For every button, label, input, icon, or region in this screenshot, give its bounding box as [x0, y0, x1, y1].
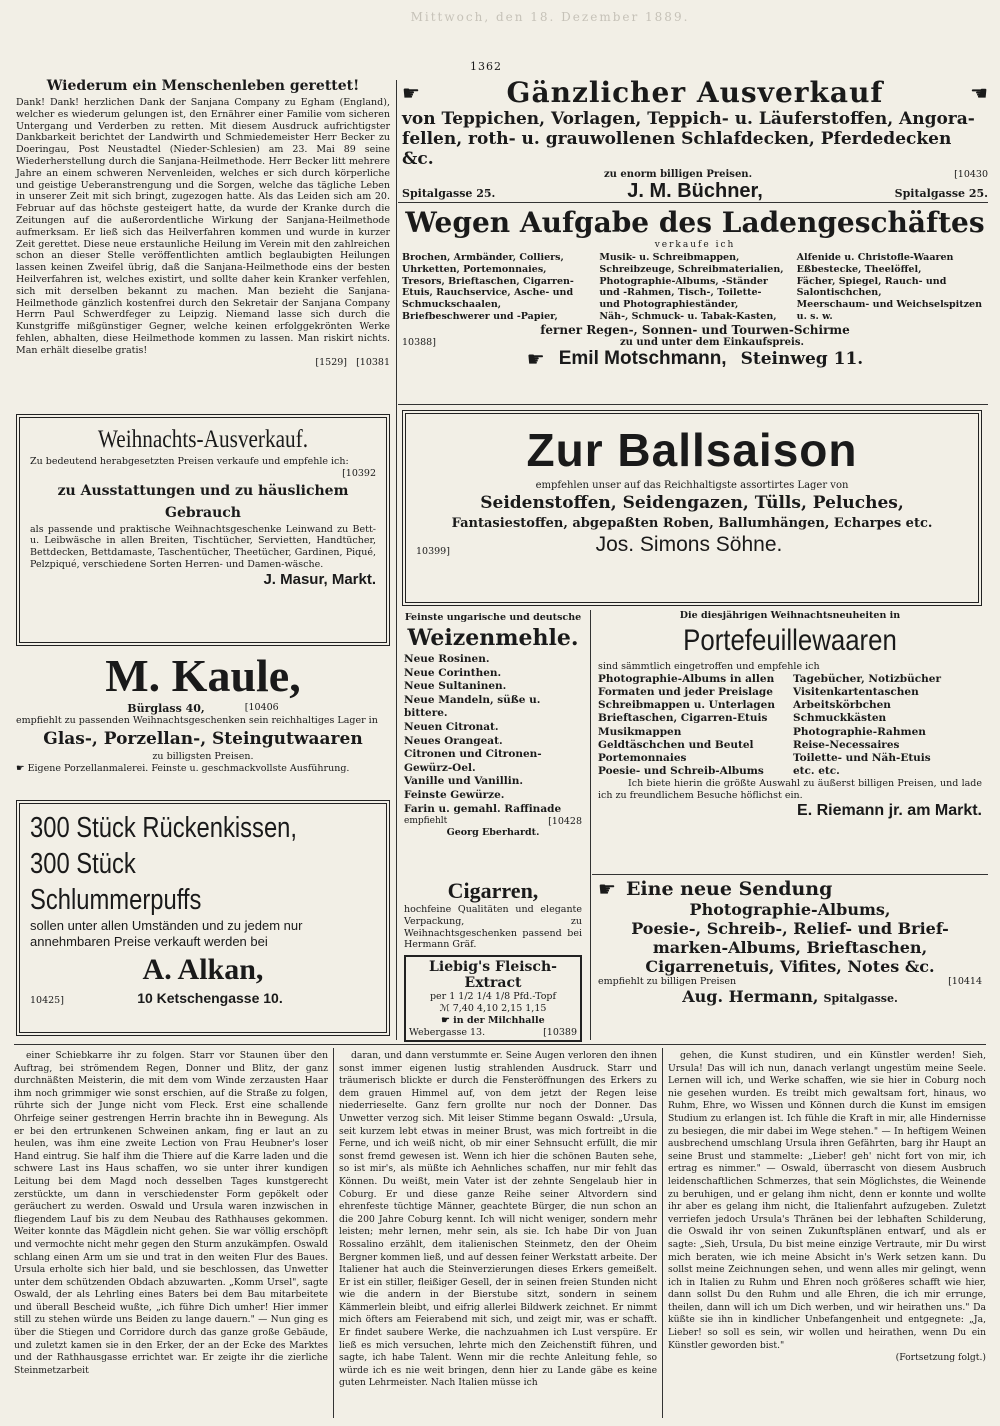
ad-kaule-line4-text: Eigene Porzellanmalerei. Feinste u. geschmackvollste Ausführung.: [27, 762, 350, 774]
ad-aufgabe-line2: zu und unter dem Einkaufspreis.: [619, 336, 804, 348]
street-left: Spitalgasse 25.: [402, 187, 496, 200]
column-rule: [590, 610, 591, 1040]
list-item: Näh-, Schmuck- u. Tabak-Kasten,: [599, 310, 777, 322]
list-item: Formaten und jeder Preislage: [598, 686, 773, 698]
list-item: Reise-Necessaires: [793, 738, 900, 751]
ad-liebig-where-text: in der Milchhalle: [453, 1014, 545, 1026]
list-item: Schmuckkästen: [793, 712, 887, 725]
ad-sendung: [594, 878, 986, 1038]
ad-portefeuille-columns: [598, 673, 982, 779]
ad-weizen-pre: Feinste ungarische und deutsche: [404, 612, 582, 623]
list-item: Musikmappen: [598, 725, 682, 738]
list-item: Brochen, Armbänder, Colliers,: [402, 252, 564, 263]
list-item: Photographie-Albums, -Ständer: [599, 275, 768, 287]
ad-sendung-footer: [598, 987, 982, 1006]
list-item: Eßbestecke, Theelöffel,: [796, 263, 922, 275]
ad-ballsaison-line2: Fantasiestoffen, abgepaßten Roben, Ballumhängen, Echarpes etc.: [451, 516, 933, 531]
list-item: Geldtäschchen und Beutel: [598, 738, 754, 751]
pointing-hand-icon: ☛: [598, 877, 616, 901]
ad-weizenmehl: [400, 612, 586, 844]
list-item: Neue Sultaninen.: [404, 680, 507, 693]
list-item: Neue Corinthen.: [404, 666, 502, 679]
story-column-2: [339, 1050, 657, 1418]
ad-sanjana: [16, 78, 390, 406]
ad-aufgabe-col3: [797, 252, 988, 323]
list-item: Alfenide u. Christofle-Waaren: [796, 252, 954, 263]
section-rule: [14, 1044, 986, 1045]
ad-liebig-where: [409, 1015, 577, 1027]
ad-sendung-line3: marken-Albums, Brieftaschen,: [652, 938, 928, 957]
list-item: Musik- u. Schreibmappen,: [599, 252, 740, 263]
ref-number: [1529]: [315, 356, 347, 368]
merchant-name: J. Masur, Markt.: [263, 570, 376, 588]
merchant-name: Georg Eberhardt.: [446, 827, 540, 839]
street: Webergasse 13.: [409, 1026, 486, 1038]
running-head: Mittwoch, den 18. Dezember 1889.: [410, 10, 690, 24]
ad-kaule-line1: empfiehlt zu passenden Weihnachtsgeschenken sein reichhaltiges Lager in: [16, 715, 378, 726]
street-right: Spitalgasse 25.: [894, 187, 988, 200]
ad-ausverkauf-title: Gänzlicher Ausverkauf: [506, 76, 884, 109]
list-item: Citronen und Citronen-: [404, 748, 542, 761]
ad-aufgabe-col1: [402, 252, 593, 323]
ad-sendung-line5: empfiehlt zu billigen Preisen: [598, 976, 737, 987]
list-item: Neuen Citronat.: [404, 720, 499, 733]
ad-weizen-items: [404, 653, 582, 816]
ad-ballsaison: [402, 410, 982, 606]
list-item: und Photographieständer,: [599, 299, 739, 311]
list-item: Brieftaschen, Cigarren-Etuis: [598, 712, 768, 725]
merchant-name: J. M. Büchner,: [627, 180, 763, 202]
list-item: Arbeitskörbchen: [793, 699, 891, 712]
ad-portefeuille-left: [598, 673, 787, 779]
ad-liebig-title: Liebig's Fleisch-Extract: [429, 959, 557, 992]
ad-portefeuille-offer: Ich biete hierin die größte Auswahl zu äußerst billigen Preisen, und lade ich zu freundlichem Besuche höflichst ein.: [598, 778, 982, 802]
ref-number: 10425]: [30, 995, 64, 1006]
ad-kaule-address: Bürglass 40,: [127, 702, 205, 715]
list-item: Photographie-Rahmen: [793, 725, 926, 738]
ad-sendung-line4: Cigarrenetuis, Vifites, Notes &c.: [645, 957, 935, 976]
list-item: Vanille und Vanillin.: [404, 775, 524, 788]
ad-sanjana-body: Dank! Dank! herzlichen Dank der Sanjana Company zu Egham (England), welcher es wiederum gelungen ist, den Ernährer einer Familie vom sicheren Untergang und Verderben zu retten. Mit diesem Ausdruck aufrichtigster Dankbarkeit berichtet der Landwirth und Schmiedemeister Herr Becker zu Doeringau, Post Neustadtel (Nieder-Schlesien) am 23. Mai 89 seine Wiederherstellung durch die Sanjana-Heilmethode. Herr Becker litt mehrere Jahre an einem schweren Nervenleiden, welches er sich durch körperliche und geistige Ueberanstrengung und die Sorgen, welche das tägliche Leben in unserer Zeit mit sich bringt, zugezogen hatte. Als das Leiden sich am 20. Februar auf das höchste gesteigert hatte, da wurde der Kranke durch die Zeitungen auf die außerordentliche Wirkung der Sanjana-Heilmethode aufmerksam. Er ließ sich das Heilverfahren kommen und wurde in kurzer Zeit gerettet. Diese neue erstaunliche Heilung im Verein mit den zahlreichen schon an dieser Stelle veröffentlichten amtlich beglaubigten Heilungen lassen keinen Zweifel übrig, daß die Sanjana-Heilmethode eins der besten Heilverfahren ist, welches existirt, und sollte daher kein Kranker verfehlen, sich mit derselben bekannt zu machen. Man bezieht die Sanjana-Heilmethode gänzlich kostenfrei durch den Sekretair der Sanjana Company Herrn Paul Schwerdfeger zu Leipzig. Niemand lasse sich durch die Kunstgriffe mißgünstiger Gegner, welche keinen erfolggekrönten Werke fehlen, abhalten, diese Heilmethode kommen zu lassen. Man riskirt nichts. Man erhält dieselbe gratis!: [16, 97, 390, 356]
pointing-hand-icon: ☛: [526, 346, 545, 371]
ad-weihnachts-body: als passende und praktische Weihnachtsgeschenke Leinwand zu Bett- u. Leibwäsche in allen Breiten, Tischtücher, Servietten, Handtücher, Bettdecken, Bettdamaste, Taschentücher, Theetücher, Gardinen, Piqué, Pelzpiqué, verschiedene Sorten Herren- und Damen-wäsche.: [30, 523, 376, 570]
list-item: Fächer, Spiegel, Rauch- und: [796, 275, 947, 287]
ad-portefeuille: [594, 610, 986, 872]
ad-portefeuille-pre: Die diesjährigen Weihnachtsneuheiten in: [679, 610, 901, 621]
ref-number: 10399]: [416, 546, 450, 557]
street: Spitalgasse.: [823, 992, 898, 1005]
ad-ausverkauf-line2: fellen, roth- u. grauwollenen Schlafdecken, Pferdedecken &c.: [402, 129, 952, 169]
ad-alkan: [16, 800, 390, 1036]
ad-kaule-line2: Glas-, Porzellan-, Steingutwaaren: [43, 728, 363, 749]
ad-aufgabe-sub: verkaufe ich: [654, 240, 736, 250]
ad-weizen-title: Weizenmehle.: [407, 625, 579, 651]
ad-kaule-title: M. Kaule,: [105, 650, 301, 701]
pointing-hand-left-icon: ☚: [970, 80, 988, 105]
ad-alkan-line2: 300 Stück Schlummerpuffs: [30, 848, 202, 916]
column-rule: [396, 80, 397, 1040]
ad-liebig-per: per 1 1/2 1/4 1/8 Pfd.-Topf: [429, 991, 557, 1003]
ad-weihnachts-title: Weihnachts-Ausverkauf.: [97, 426, 309, 453]
list-item: Tresors, Brieftaschen, Cigarren-: [402, 275, 574, 287]
story-column-1: [14, 1050, 328, 1418]
list-item: Schmuckschaalen,: [402, 299, 502, 311]
ad-liebig-footer: [409, 1027, 577, 1039]
ad-weihnachts-intro: Zu bedeutend herabgesetzten Preisen verkaufe und empfehle ich:: [30, 456, 349, 467]
list-item: Tagebücher, Notizbücher: [793, 672, 942, 685]
list-item: und -Rahmen, Tisch-, Toilette-: [599, 287, 762, 299]
ad-ausverkauf: [402, 76, 988, 202]
ad-kaule-line4: [16, 763, 390, 775]
ad-kaule-line3: zu billigsten Preisen.: [152, 750, 254, 762]
pointing-hand-icon: ☛: [402, 80, 420, 105]
merchant-name: A. Alkan,: [142, 953, 264, 986]
list-item: Schreibzeuge, Schreibmaterialien,: [599, 263, 784, 275]
list-item: Neue Mandeln, süße u. bittere.: [404, 693, 541, 720]
street: 10 Ketschengasse 10.: [137, 990, 283, 1006]
ad-aufgabe-columns: [402, 252, 988, 323]
page-number: 1362: [470, 60, 502, 73]
ad-ballsaison-line1: Seidenstoffen, Seidengazen, Tülls, Peluches,: [480, 493, 904, 513]
story-text: daran, und dann verstummte er. Seine Augen verloren den ihnen sonst immer eigenen lustig strahlenden Ausdruck. Starr und träumerisch blickte er durch die Fensteröffnungen des Erkers zu dem grauen Himmel auf, von dem jetzt der Regen leise niederrieselte. Ganz fern grollte nur noch der Donner. Das Unwetter verzog sich. Mit leiser Stimme begann Oswald: „Ursula, seit kurzem lebt etwas in meiner Brust, was mich fortreibt in die Ferne, und ich weiß nicht, ob mir einer Sehnsucht erfüllt, die mir sonst fremd gewesen ist. Wenn ich hier die schönen Bauten sehe, so ist mir's, als müßte ich Aehnliches schaffen, nur mir fehlt das Können. Du weißt, mein Vater ist der zehnte Sengelaub hier in Coburg. Er und diese ganze Reihe seiner Altvordern sind ehrenfeste tüchtige Männer, geachtete Bürger, die nun schon an die 200 Jahre Coburg kennt. Ich will nicht weniger, sondern mehr leisten; mehr lernen, mehr sein, als sie. Ich habe Dir von Juan Rossalino erzählt, dem italienischen Steinmetz, den der Oheim Bergner kommen ließ, und auf dessen feiner Werkstatt arbeite. Der Italiener hat auch die Steinverzierungen dieses Erkers gemeißelt. Er ist ein stiller, fleißiger Gesell, der in seinen freien Stunden nicht wie die andern in der Bierstube sitzt, sondern in seinem Kämmerlein bleibt, und eifrig allerlei Bildwerk zeichnet. Er nimmt mich öfters am Feierabend mit sich, und zeigt mir, was er schafft. Er findet saubere Werke, die nachzuahmen ich Lust verspüre. Er ließ es mich versuchen, lehrte mich den Zeichenstift führen, und sagte, ich habe Talent. Wenn mir die rechte Anleitung fehle, so würde ich es nie weit bringen, denn hier zu Lande gäbe es keine guten Lehrmeister. Nach Italien müsse ich: [339, 1050, 657, 1389]
list-item: Gewürz-Oel.: [404, 761, 476, 774]
continuation-note: (Fortsetzung folgt.): [895, 1352, 986, 1364]
list-item: Photographie-Albums in allen: [598, 672, 775, 685]
list-item: etc. etc.: [793, 765, 840, 778]
list-item: Meerschaum- und Weichselspitzen: [796, 299, 983, 311]
story-text: einer Schiebkarre ihr zu folgen. Starr vor Staunen über den Auftrag, bei strömendem Regen, Donner und Blitz, der ganz durchnäßten Meisterin, die mit dem vom Winde zerzausten Haar ihm noch grimmiger wie sonst erschien, auf die Straße zu folgen, rührte sich der Junge nicht vom Fleck. Erst eine schallende Ohrfeige seiner gestrengen Herrin brachte ihn in Bewegung. Als er bei den ertrunkenen Schweinen ankam, fing er laut an zu heulen, was ihm eine zweite Lection von Frau Heubner's loser Hand eintrug. Sie half ihm die Thiere auf die Karre laden und die schwere Last ins Haus schaffen, wo sie unter ihrer kundigen Leitung bei dem Magd noch desselben Tages kunstgerecht zerstückte, um dann in verschiedenster Form gepökelt oder geräuchert zu werden. Oswald und Ursula waren inzwischen in fliegendem Lauf bis zu dem Neubau des Rathhauses gekommen. Weiter konnte das Mägdlein nicht gehen. Sie war völlig erschöpft und vermochte nicht mehr gegen den Sturm anzukämpfen. Oswald schlang einen Arm um sie und trat in den weiten Flur des Baues. Ursula erholte sich hier bald, und sie beschlossen, das Unwetter unter dem schützenden Obdach abzuwarten. „Komm Ursel", sagte Oswald, der als Lehrling eines Baters bei dem Bau mitarbeitete und überall Bescheid wußte, „ich führe Dich umher! Hier immer still zu stehen würde uns Beiden zu lange dauern." — Nun ging es über die Stiegen und Corridore durch das ganze große Gebäude, und zuletzt kamen sie in den Erker, der an der Ecke des Marktes und der Rathhausgasse errichtet war. Er zeigte ihr die zierliche Steinmetzarbeit: [14, 1050, 328, 1376]
list-item: Salontischchen,: [796, 287, 882, 299]
ref-number: [10381: [356, 356, 390, 368]
column-rule: [662, 1048, 663, 1418]
ref-number: [10392: [342, 467, 376, 479]
list-item: Briefbeschwerer und -Papier,: [402, 310, 558, 322]
ad-divider: [398, 404, 988, 405]
ad-cigarren-title: Cigarren,: [447, 878, 539, 903]
ref-number: [10430: [954, 169, 988, 180]
merchant-name: Aug. Hermann,: [682, 987, 819, 1006]
ad-weihnachts-headline: zu Ausstattungen und zu häuslichem Gebrauch: [57, 482, 349, 521]
ad-ballsaison-intro: empfehlen unser auf das Reichhaltigste assortirtes Lager von: [535, 480, 849, 491]
list-item: Feinste Gewürze.: [404, 788, 505, 801]
list-item: Portemonnaies: [598, 752, 687, 765]
ad-aufgabe: [402, 206, 988, 402]
ad-aufgabe-title: Wegen Aufgabe des Ladengeschäftes: [405, 206, 985, 239]
ad-aufgabe-line: ferner Regen-, Sonnen- und Tourwen-Schirme: [540, 322, 850, 337]
ad-divider: [592, 874, 988, 875]
list-item: Toilette- und Näh-Etuis: [793, 752, 931, 765]
ad-sendung-title: Eine neue Sendung: [625, 878, 833, 900]
ad-kaule: [16, 650, 390, 796]
ad-portefeuille-right: [793, 673, 982, 779]
list-item: Neues Orangeat.: [404, 734, 503, 747]
ad-liebig: [404, 955, 582, 1042]
ad-sendung-line1: Photographie-Albums,: [689, 900, 891, 919]
ad-alkan-line3: sollen unter allen Umständen und zu jedem nur annehmbaren Preise verkauft werden bei: [30, 918, 303, 949]
merchant-name: Jos. Simons Söhne.: [595, 533, 783, 556]
ad-portefeuille-intro: sind sämmtlich eingetroffen und empfehle ich: [598, 661, 820, 672]
ad-weizen-lead: empfiehlt: [404, 816, 448, 827]
ref-number: [10389: [543, 1026, 577, 1038]
ad-alkan-line1: 300 Stück Rückenkissen,: [30, 812, 298, 844]
ad-portefeuille-title: Portefeuillewaaren: [683, 624, 897, 657]
pointing-hand-icon: ☛: [16, 762, 25, 774]
ref-number: [10428: [548, 816, 582, 828]
ad-weihnachts: [16, 414, 390, 646]
column-rule: [333, 1048, 334, 1418]
ad-aufgabe-col2: [599, 252, 790, 323]
story-text: gehen, die Kunst studiren, und ein Künstler werden! Sieh, Ursula! Das will ich nun, danach verlangt ungestüm meine Seele. Lernen will ich, und Werke schaffen, wie sie hier in Coburg noch nie gesehen wurden. Es treibt mich gewaltsam fort, hinaus, wo Ruhm, Ehre, wo Wissen und Können durch die Kunst im emsigen Studium zu erlangen ist. Ich fühle die Kraft in mir, alle Hindernisse zu besiegen, die mir dabei im Wege stehen." — In heftigem Weinen ausbrechend umschlang Ursula ihren Gefährten, barg ihr Haupt an seine Brust und stammelte: „Lieber! geh' nicht fort von mir, ich ertrag es nimmer." — Oswald, überrascht von diesem Ausbruch leidenschaftlichen Schmerzes, that sein Möglichstes, die Weinende zu beruhigen, und er gelang ihm nicht, denn er konnte und wollte ihr aber es gelang ihm nicht, die Italienfahrt aufzugeben. Zuletzt verriefen jedoch Ursula's Thränen bei der lebhaften Schilderung, die Oswald ihr von seinen Zukunftsplänen entwarf, und als er sagte: „Sieh, Ursula, Du bist meine einzige Vertraute, mir Du wirst mich beraten, wie ich meine Absicht in's Werk setzen kann. Du sollst meine Zeichnungen sehen, und wenn alles mir gelingt, wenn ich in Italien zu Ruhm und Ehren noch größeres schafft wie hier, dann sollst Du den Ruhm und alle Ehren, die ich mir errunge, theilen, dann will ich um Dich werben, und wir heirathen uns." Da küßte sie ihn in kindlicher Unbefangenheit und entgegnete: „Ja, Lieber! so soll es sein, wir wollen und heirathen, wenn Du ein Künstler geworden bist.": [668, 1050, 986, 1351]
pointing-hand-icon: ☛: [441, 1014, 450, 1026]
list-item: Visitenkartentaschen: [793, 686, 919, 698]
list-item: Uhrketten, Portemonnaies,: [402, 263, 547, 275]
list-item: Etuis, Rauchservice, Asche- und: [402, 287, 574, 299]
ref-number: 10388]: [402, 336, 436, 348]
ad-ausverkauf-line1: von Teppichen, Vorlagen, Teppich- u. Läuferstoffen, Angora-: [402, 109, 975, 129]
ad-sendung-line2: Poesie-, Schreib-, Relief- und Brief-: [631, 919, 949, 938]
story-column-3: [668, 1050, 986, 1418]
merchant-name: E. Riemann jr. am Markt.: [797, 802, 982, 820]
ad-cigarren-body: hochfeine Qualitäten und elegante Verpackung, zu Weihnachtsgeschenken passend bei Hermann Gräf.: [404, 904, 582, 951]
list-item: u. s. w.: [796, 310, 833, 322]
list-item: Neue Rosinen.: [404, 653, 490, 665]
list-item: Farin u. gemahl. Raffinade: [404, 802, 562, 815]
ad-ballsaison-title: Zur Ballsaison: [526, 424, 858, 476]
list-item: Poesie- und Schreib-Albums: [598, 765, 764, 778]
ref-number: [10406: [244, 702, 279, 713]
ad-sanjana-refs: [16, 357, 390, 369]
ref-number: [10414: [948, 976, 982, 987]
ad-sanjana-title: Wiederum ein Menschenleben gerettet!: [46, 78, 360, 94]
ad-divider: [398, 202, 988, 203]
list-item: Schreibmappen u. Unterlagen: [598, 699, 775, 712]
merchant-name: Emil Motschmann,: [558, 347, 727, 369]
ad-liebig-prices: ℳ 7,40 4,10 2,15 1,15: [439, 1002, 547, 1014]
ad-cigarren: [400, 878, 586, 1038]
street: Steinweg 11.: [740, 348, 864, 369]
ad-ausverkauf-line3: zu enorm billigen Preisen.: [604, 169, 753, 180]
